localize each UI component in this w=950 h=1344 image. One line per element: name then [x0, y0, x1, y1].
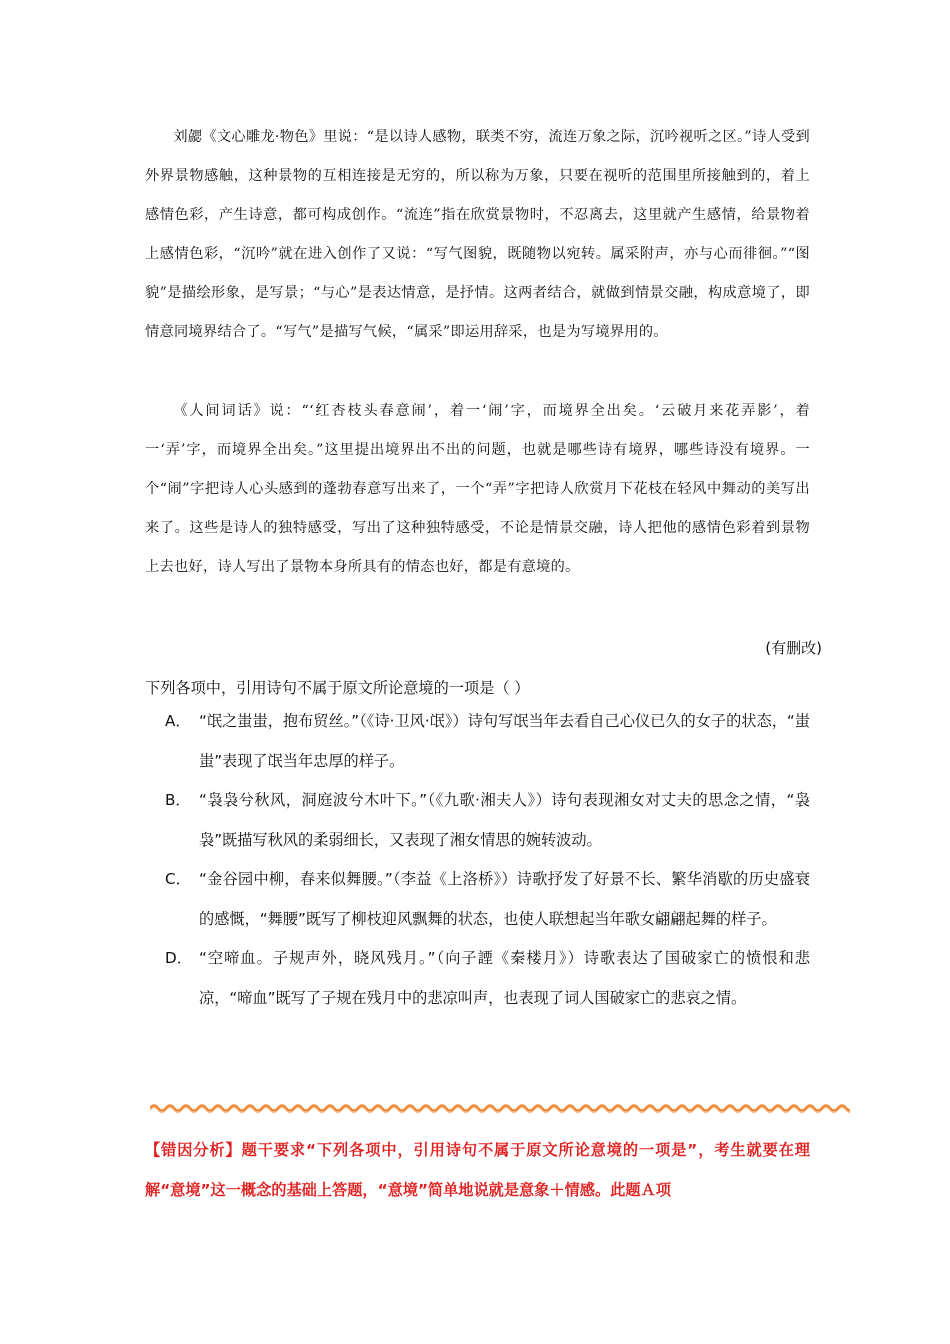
option-text: “袅袅兮秋风，洞庭波兮木叶下。”（《九歌·湘夫人》）诗句表现湘女对丈夫的思念之情，“袅袅”既描写秋风的柔弱细长，又表现了湘女情思的婉转波动。	[199, 791, 810, 849]
abridged-note: (有删改)	[765, 639, 822, 657]
option-text: “金谷园中柳，春来似舞腰。”（李益《上洛桥》）诗歌抒发了好景不长、繁华消歇的历史盛衰的感慨，“舞腰”既写了柳枝迎风飘舞的状态，也使人联想起当年歌女翩翩起舞的样子。	[199, 870, 810, 928]
option-c	[145, 860, 810, 939]
option-letter: C．	[165, 870, 191, 888]
option-text: “氓之蚩蚩，抱布贸丝。”（《诗·卫风·氓》）诗句写氓当年去看自己心仪已久的女子的状态，“蚩蚩”表现了氓当年忠厚的样子。	[199, 712, 810, 770]
wavy-divider	[150, 1098, 850, 1118]
passage-paragraph-1	[145, 118, 810, 352]
option-letter: D．	[165, 949, 192, 967]
paragraph-text: 刘勰《文心雕龙·物色》里说：“是以诗人感物，联类不穷，流连万象之际，沉吟视听之区。”诗人受到外界景物感触，这种景物的互相连接是无穷的，所以称为万象，只要在视听的范围里所接触到的，着上感情色彩，产生诗意，都可构成创作。“流连”指在欣赏景物时，不忍离去，这里就产生感情，给景物着上感情色彩，“沉吟”就在进入创作了又说：“写气图貌，既随物以宛转。属采附声，亦与心而徘徊。”“图貌”是描绘形象，是写景；“与心”是表达情意，是抒情。这两者结合，就做到情景交融，构成意境了，即情意同境界结合了。“写气”是描写气候，“属采”即运用辞采，也是为写境界用的。	[145, 129, 810, 340]
passage-paragraph-2	[145, 392, 810, 587]
error-analysis: 【错因分析】题干要求“下列各项中，引用诗句不属于原文所论意境的一项是”，考生就要在理解“意境”这一概念的基础上答题，“意境”简单地说就是意象＋情感。此题Ａ项	[145, 1141, 810, 1199]
option-letter: B．	[165, 791, 191, 809]
option-letter: A．	[165, 712, 191, 730]
paragraph-text: 《人间词话》说：“‘红杏枝头春意闹’，着一‘闹’字，而境界全出矣。‘云破月来花弄影’，着一‘弄’字，而境界全出矣。”这里提出境界出不出的问题，也就是哪些诗有境界，哪些诗没有境界。一个“闹”字把诗人心头感到的蓬勃春意写出来了，一个“弄”字把诗人欣赏月下花枝在轻风中舞动的美写出来了。这些是诗人的独特感受，写出了这种独特感受，不论是情景交融，诗人把他的感情色彩着到景物上去也好，诗人写出了景物本身所具有的情态也好，都是有意境的。	[145, 403, 810, 575]
question-stem: 下列各项中，引用诗句不属于原文所论意境的一项是（ ）	[145, 679, 530, 697]
option-text: “空啼血。子规声外，晓风残月。”（向子諲《秦楼月》）诗歌表达了国破家亡的愤恨和悲凉，“啼血”既写了子规在残月中的悲凉叫声，也表现了词人国破家亡的悲哀之情。	[199, 949, 810, 1007]
option-a	[145, 702, 810, 781]
answer-options	[145, 702, 810, 1018]
option-d	[145, 939, 810, 1018]
option-b	[145, 781, 810, 860]
